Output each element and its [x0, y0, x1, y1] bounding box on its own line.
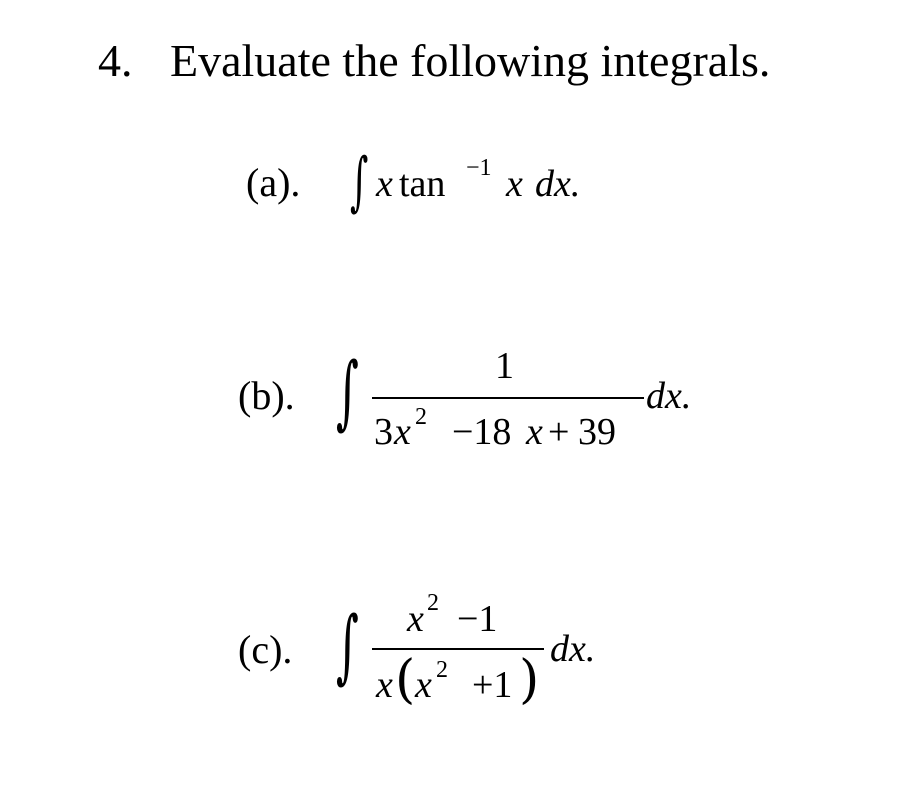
part-b-dx: dx.	[646, 375, 692, 417]
part-a-label: (a).	[246, 160, 301, 205]
part-c-den-rparen: )	[519, 650, 540, 710]
part-b-den-plus: +	[548, 411, 570, 453]
part-a-x: x	[376, 163, 393, 205]
part-a-dx: dx.	[535, 163, 581, 205]
part-c-num-exp: 2	[427, 590, 439, 616]
part-c-label: (c).	[238, 627, 293, 672]
part-b-den-coef: 3	[374, 411, 393, 453]
part-b-numerator: 1	[495, 345, 514, 387]
part-c-dx: dx.	[550, 628, 596, 670]
part-c-den-x: x	[376, 664, 393, 706]
part-c-den-inner-x: x	[415, 664, 432, 706]
integral-sign-icon: ∫	[336, 345, 359, 438]
part-c-num-x: x	[407, 598, 424, 640]
part-c-den-lparen: (	[395, 650, 416, 710]
integral-sign-icon: ∫	[350, 145, 369, 219]
part-b-den-const: 39	[578, 411, 616, 453]
part-b-den-exp: 2	[415, 404, 427, 430]
problem-instruction: Evaluate the following integrals.	[170, 35, 771, 86]
part-a-tan: tan	[399, 163, 446, 205]
part-b-den-x2: x	[526, 411, 543, 453]
part-c-num-minus: −1	[457, 598, 498, 640]
part-b-label: (b).	[238, 373, 295, 418]
part-c-den-plus: +1	[472, 664, 513, 706]
integral-sign-icon: ∫	[336, 599, 359, 692]
part-b-den-middle: −18	[452, 411, 512, 453]
part-a-exponent: −1	[466, 155, 492, 181]
part-a-x2: x	[506, 163, 523, 205]
part-c-den-inner-exp: 2	[436, 657, 448, 683]
part-b-den-x: x	[394, 411, 411, 453]
part-b-fraction-bar	[372, 397, 644, 399]
problem-number: 4.	[98, 35, 133, 86]
